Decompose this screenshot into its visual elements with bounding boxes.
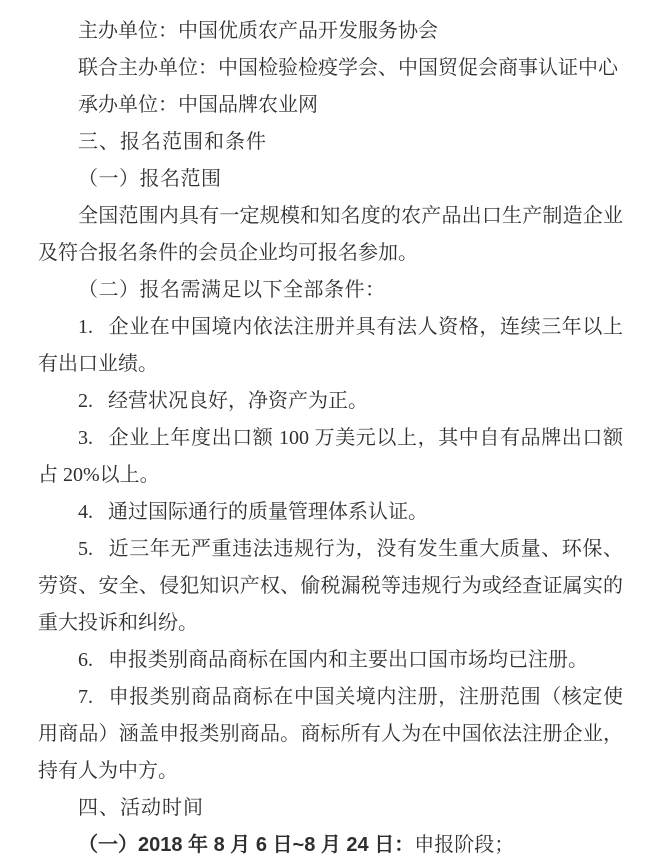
condition-text: 通过国际通行的质量管理体系认证。: [108, 501, 428, 523]
condition-item-7: [38, 679, 623, 790]
condition-number: 6.: [78, 649, 93, 671]
schedule-line-application-phase: [38, 827, 623, 864]
condition-number: 4.: [78, 501, 93, 523]
condition-item-5: [38, 531, 623, 642]
organizer-line: 主办单位：中国优质农产品开发服务协会: [78, 20, 438, 42]
section-4-heading: 四、活动时间: [78, 797, 204, 819]
undertaker-line: 承办单位：中国品牌农业网: [78, 94, 318, 116]
condition-text: 申报类别商品商标在国内和主要出口国市场均已注册。: [108, 649, 588, 671]
condition-item-1: [38, 309, 623, 383]
condition-item-4: [38, 494, 623, 531]
condition-item-2: [38, 383, 623, 420]
condition-item-3: [38, 420, 623, 494]
condition-text: 申报类别商品商标在中国关境内注册，注册范围（核定使用商品）涵盖申报类别商品。商标所有人为在中国依法注册企业，持有人为中方。: [38, 686, 623, 782]
condition-text: 企业上年度出口额 100 万美元以上，其中自有品牌出口额占 20%以上。: [38, 427, 623, 486]
section-3-2-subheading: （二）报名需满足以下全部条件：: [78, 279, 386, 301]
condition-item-6: [38, 642, 623, 679]
condition-number: 5.: [78, 538, 93, 560]
condition-number: 1.: [78, 316, 93, 338]
condition-text: 企业在中国境内依法注册并具有法人资格，连续三年以上有出口业绩。: [38, 316, 623, 375]
condition-text: 近三年无严重违法违规行为，没有发生重大质量、环保、劳资、安全、侵犯知识产权、偷税漏税等违规行为或经查证属实的重大投诉和纠纷。: [38, 538, 623, 634]
registration-scope-paragraph: 全国范围内具有一定规模和知名度的农产品出口生产制造企业及符合报名条件的会员企业均可报名参加。: [38, 205, 623, 264]
condition-number: 2.: [78, 390, 93, 412]
section-3-heading: 三、报名范围和条件: [78, 131, 267, 153]
co-organizer-line: 联合主办单位：中国检验检疫学会、中国贸促会商事认证中心: [78, 57, 618, 79]
condition-text: 经营状况良好，净资产为正。: [108, 390, 368, 412]
condition-number: 7.: [78, 686, 93, 708]
section-3-1-subheading: （一）报名范围: [78, 168, 222, 190]
schedule-phase-label: 申报阶段；: [414, 834, 515, 856]
schedule-date-range: （一）2018 年 8 月 6 日~8 月 24 日：: [78, 834, 415, 856]
condition-number: 3.: [78, 427, 93, 449]
